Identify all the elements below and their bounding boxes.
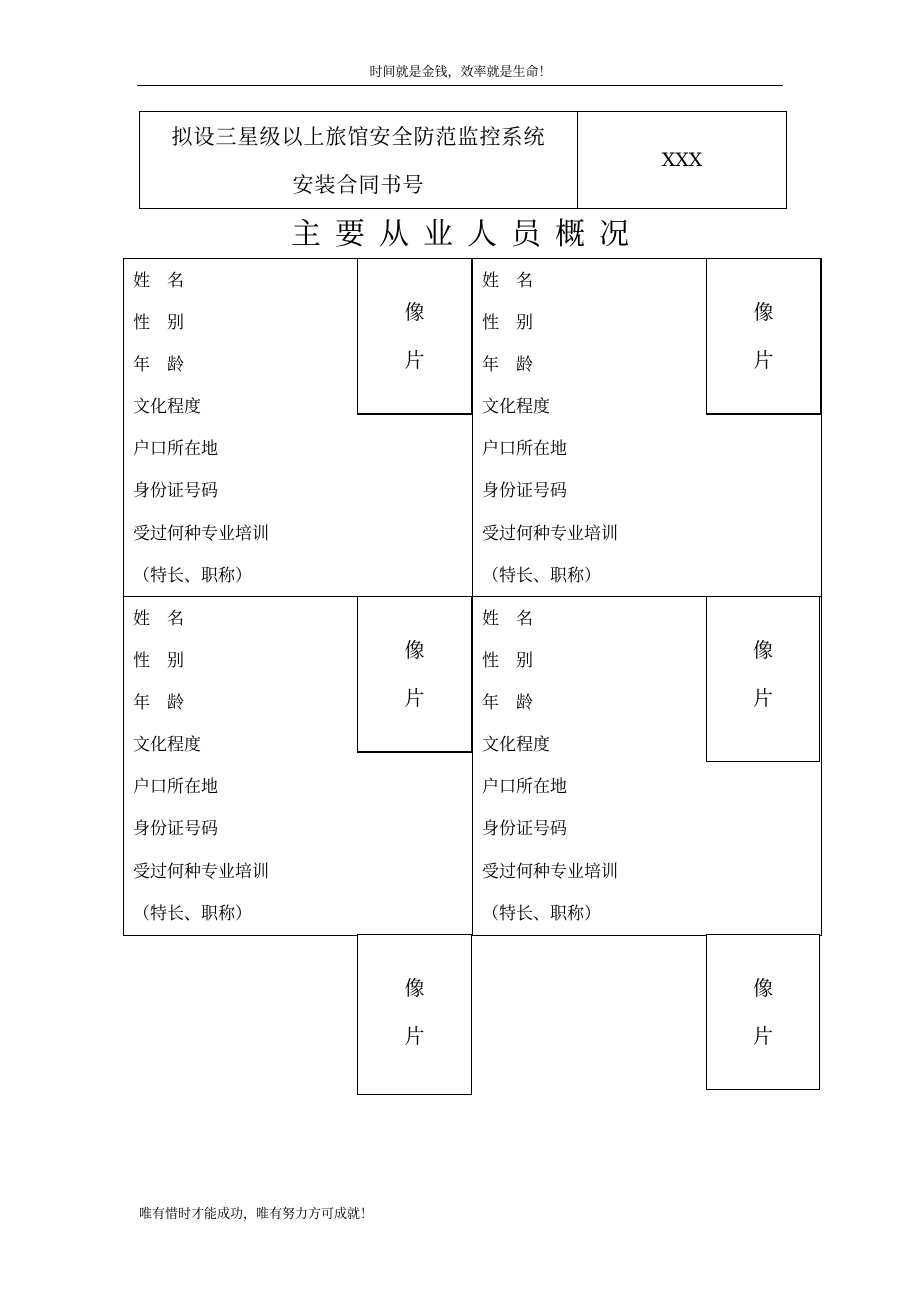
photo-char-xiang: 像 [404,300,425,324]
photo-placeholder [357,596,473,753]
field-residence: 户口所在地 [482,439,567,459]
field-id-number: 身份证号码 [482,819,567,839]
photo-char-pian: 片 [753,348,774,372]
photo-placeholder [706,258,822,415]
field-specialty: （特长、职称） [133,904,252,924]
contract-label-line1: 拟设三星级以上旅馆安全防范监控系统 [171,125,546,149]
field-name: 姓 名 [482,609,533,629]
field-specialty: （特长、职称） [133,566,252,586]
field-residence: 户口所在地 [133,777,218,797]
field-education: 文化程度 [133,735,201,755]
field-residence: 户口所在地 [133,439,218,459]
header-rule [137,85,783,86]
field-id-number: 身份证号码 [133,481,218,501]
photo-placeholder [706,596,820,762]
header-slogan: 时间就是金钱，效率就是生命！ [369,65,552,80]
field-name: 姓 名 [482,271,533,291]
field-training: 受过何种专业培训 [133,524,269,544]
employee-card-2 [472,258,822,597]
photo-placeholder [357,258,473,415]
field-training: 受过何种专业培训 [133,862,269,882]
field-gender: 性 别 [133,313,184,333]
photo-char-xiang: 像 [753,638,773,662]
contract-number-box [139,111,787,209]
field-gender: 性 别 [133,651,184,671]
contract-label-cell [140,112,578,208]
field-education: 文化程度 [482,397,550,417]
photo-char-pian: 片 [404,348,425,372]
field-education: 文化程度 [482,735,550,755]
field-residence: 户口所在地 [482,777,567,797]
field-training: 受过何种专业培训 [482,862,618,882]
photo-char-pian: 片 [753,1024,773,1048]
field-name: 姓 名 [133,609,184,629]
field-id-number: 身份证号码 [133,819,218,839]
section-title: 主要从业人员概况 [291,217,643,252]
contract-number-value: XXX [661,149,703,171]
employee-card-1 [123,258,473,597]
photo-char-xiang: 像 [404,976,425,1000]
employee-card-3 [123,596,473,936]
field-specialty: （特长、职称） [482,904,601,924]
photo-char-pian: 片 [404,686,425,710]
field-name: 姓 名 [133,271,184,291]
field-age: 年 龄 [133,693,184,713]
field-education: 文化程度 [133,397,201,417]
photo-char-pian: 片 [404,1024,425,1048]
field-age: 年 龄 [482,355,533,375]
field-gender: 性 别 [482,313,533,333]
photo-char-xiang: 像 [753,976,773,1000]
field-training: 受过何种专业培训 [482,524,618,544]
field-gender: 性 别 [482,651,533,671]
photo-placeholder-extra-right [706,934,820,1090]
photo-char-xiang: 像 [753,300,774,324]
footer-motto: 唯有惜时才能成功，唯有努力方可成就！ [139,1207,374,1222]
contract-label-line2: 安装合同书号 [292,173,425,197]
field-id-number: 身份证号码 [482,481,567,501]
employee-card-4 [472,596,822,936]
photo-char-xiang: 像 [404,638,425,662]
field-age: 年 龄 [133,355,184,375]
photo-char-pian: 片 [753,686,773,710]
photo-placeholder-extra-left [357,934,472,1095]
field-age: 年 龄 [482,693,533,713]
field-specialty: （特长、职称） [482,566,601,586]
